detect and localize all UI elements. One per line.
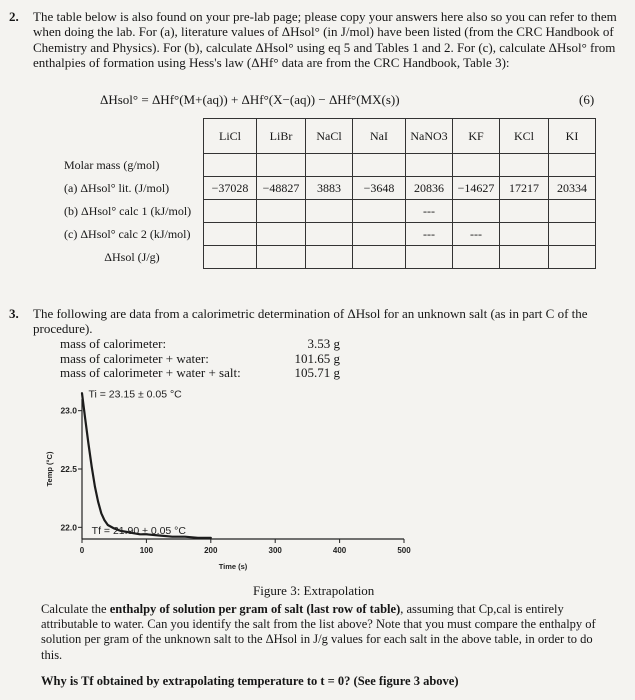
- x-axis-label: Time (s): [218, 562, 248, 571]
- x-tick-label: 100: [139, 546, 154, 555]
- table-cell: 17217: [500, 177, 549, 200]
- x-tick-label: 400: [332, 546, 347, 555]
- column-header: KCl: [500, 119, 549, 154]
- calc-text-2: , assuming that Cp,cal is entirely attributable to water. Can you identify the salt from the list above? Note that you must compare the enthalpy of solution per gram of the unknown salt to the ΔHsol in J/g values for each salt in the above table, in order to do this.: [41, 602, 596, 662]
- column-header: NaNO3: [406, 119, 453, 154]
- table-cell[interactable]: [257, 154, 306, 177]
- table-cell[interactable]: [306, 223, 353, 246]
- question-2: [9, 9, 623, 70]
- table-cell[interactable]: [453, 246, 500, 269]
- mass-values: [284, 337, 340, 381]
- y-axis-label: Temp (°C): [45, 451, 54, 487]
- row-label: (b) ΔHsol° calc 1 (kJ/mol): [61, 200, 204, 223]
- table-cell[interactable]: [549, 200, 596, 223]
- table-cell[interactable]: [406, 154, 453, 177]
- table-cell[interactable]: [549, 154, 596, 177]
- y-tick-label: 22.0: [60, 522, 77, 533]
- table-cell[interactable]: [500, 223, 549, 246]
- table-cell[interactable]: [353, 223, 406, 246]
- table-cell[interactable]: [353, 246, 406, 269]
- column-header: KI: [549, 119, 596, 154]
- table-cell[interactable]: [500, 154, 549, 177]
- table-cell: ---: [453, 223, 500, 246]
- x-tick-label: 200: [204, 546, 218, 555]
- table-corner: [61, 119, 204, 154]
- table-row: [61, 246, 596, 269]
- calc-bold-text: enthalpy of solution per gram of salt (last row of table): [109, 602, 401, 616]
- x-tick-label: 300: [268, 546, 282, 555]
- column-header: KF: [453, 119, 500, 154]
- table-cell: −3648: [353, 177, 406, 200]
- column-header: LiBr: [257, 119, 306, 154]
- row-label: Molar mass (g/mol): [61, 154, 204, 177]
- table-header-row: [61, 119, 596, 154]
- table-cell: ---: [406, 223, 453, 246]
- table-cell: ---: [406, 200, 453, 223]
- ti-annotation: Ti = 23.15 ± 0.05 °C: [88, 389, 182, 401]
- table-row: [61, 177, 596, 200]
- column-header: LiCl: [204, 119, 257, 154]
- table-cell[interactable]: [453, 154, 500, 177]
- column-header: NaI: [353, 119, 406, 154]
- table-cell[interactable]: [204, 200, 257, 223]
- table-cell[interactable]: [306, 154, 353, 177]
- tf-annotation: Tf = 21.90 ± 0.05 °C: [91, 525, 186, 537]
- row-label: ΔHsol (J/g): [61, 246, 204, 269]
- temperature-curve: [82, 393, 211, 538]
- table-cell[interactable]: [353, 154, 406, 177]
- question-3-number: 3.: [9, 306, 19, 321]
- extrapolation-figure: [42, 389, 422, 584]
- table-cell: −48827: [257, 177, 306, 200]
- table-cell[interactable]: [406, 246, 453, 269]
- hess-equation: ΔHsol° = ΔHf°(M+(aq)) + ΔHf°(X−(aq)) − ΔHf°(MX(s)): [100, 92, 400, 107]
- table-cell: −37028: [204, 177, 257, 200]
- table-cell[interactable]: [549, 223, 596, 246]
- table-cell[interactable]: [549, 246, 596, 269]
- table-cell[interactable]: [353, 200, 406, 223]
- table-cell: 20334: [549, 177, 596, 200]
- table-cell[interactable]: [257, 223, 306, 246]
- mass-label: mass of calorimeter + water + salt:: [60, 365, 241, 380]
- figure-caption: Figure 3: Extrapolation: [253, 583, 375, 598]
- mass-value: 105.71 g: [294, 365, 340, 380]
- table-cell[interactable]: [500, 246, 549, 269]
- x-tick-label: 500: [397, 546, 411, 555]
- table-cell[interactable]: [500, 200, 549, 223]
- row-label: (c) ΔHsol° calc 2 (kJ/mol): [61, 223, 204, 246]
- table-cell[interactable]: [257, 200, 306, 223]
- calc-instructions: [41, 602, 611, 663]
- table-cell[interactable]: [204, 246, 257, 269]
- question-3: [9, 306, 623, 337]
- question-2-text: The table below is also found on your pre-lab page; please copy your answers here also so you can refer to them when doing the lab. For (a), literature values of ΔHsol° (in J/mol) have been listed (from the CRC Handbook of Chemistry and Physics). For (b), calculate ΔHsol° using eq 5 and Tables 1 and 2. For (c), calculate ΔHsol° from enthalpies of formation using Hess's law (ΔHf° data are from the CRC Handbook, Table 3):: [33, 9, 617, 70]
- mass-label: mass of calorimeter + water:: [60, 350, 209, 366]
- mass-value: 101.65 g: [294, 350, 340, 366]
- table-cell: 20836: [406, 177, 453, 200]
- mass-value: 3.53 g: [307, 336, 340, 351]
- table-cell[interactable]: [306, 246, 353, 269]
- table-cell: −14627: [453, 177, 500, 200]
- enthalpy-table: [61, 118, 596, 269]
- question-3-text: The following are data from a calorimetric determination of ΔHsol for an unknown salt (as in part C of the procedure).: [33, 306, 588, 337]
- x-tick-label: 0: [79, 546, 85, 555]
- table-row: [61, 223, 596, 246]
- mass-label: mass of calorimeter:: [60, 336, 167, 351]
- question-2-number: 2.: [9, 9, 19, 24]
- why-question: Why is Tf obtained by extrapolating temperature to t = 0? (See figure 3 above): [41, 674, 459, 688]
- equation-number: (6): [579, 92, 595, 107]
- calc-text-1: Calculate the: [41, 602, 107, 616]
- column-header: NaCl: [306, 119, 353, 154]
- row-label: (a) ΔHsol° lit. (J/mol): [61, 177, 204, 200]
- table-row: [61, 154, 596, 177]
- mass-labels: [60, 337, 241, 381]
- temperature-plot: [42, 389, 422, 579]
- y-tick-label: 23.0: [60, 405, 77, 416]
- table-cell: 3883: [306, 177, 353, 200]
- table-cell[interactable]: [204, 223, 257, 246]
- table-cell[interactable]: [453, 200, 500, 223]
- table-cell[interactable]: [257, 246, 306, 269]
- table-cell[interactable]: [204, 154, 257, 177]
- table-cell[interactable]: [306, 200, 353, 223]
- table-row: [61, 200, 596, 223]
- y-tick-label: 22.5: [60, 464, 77, 474]
